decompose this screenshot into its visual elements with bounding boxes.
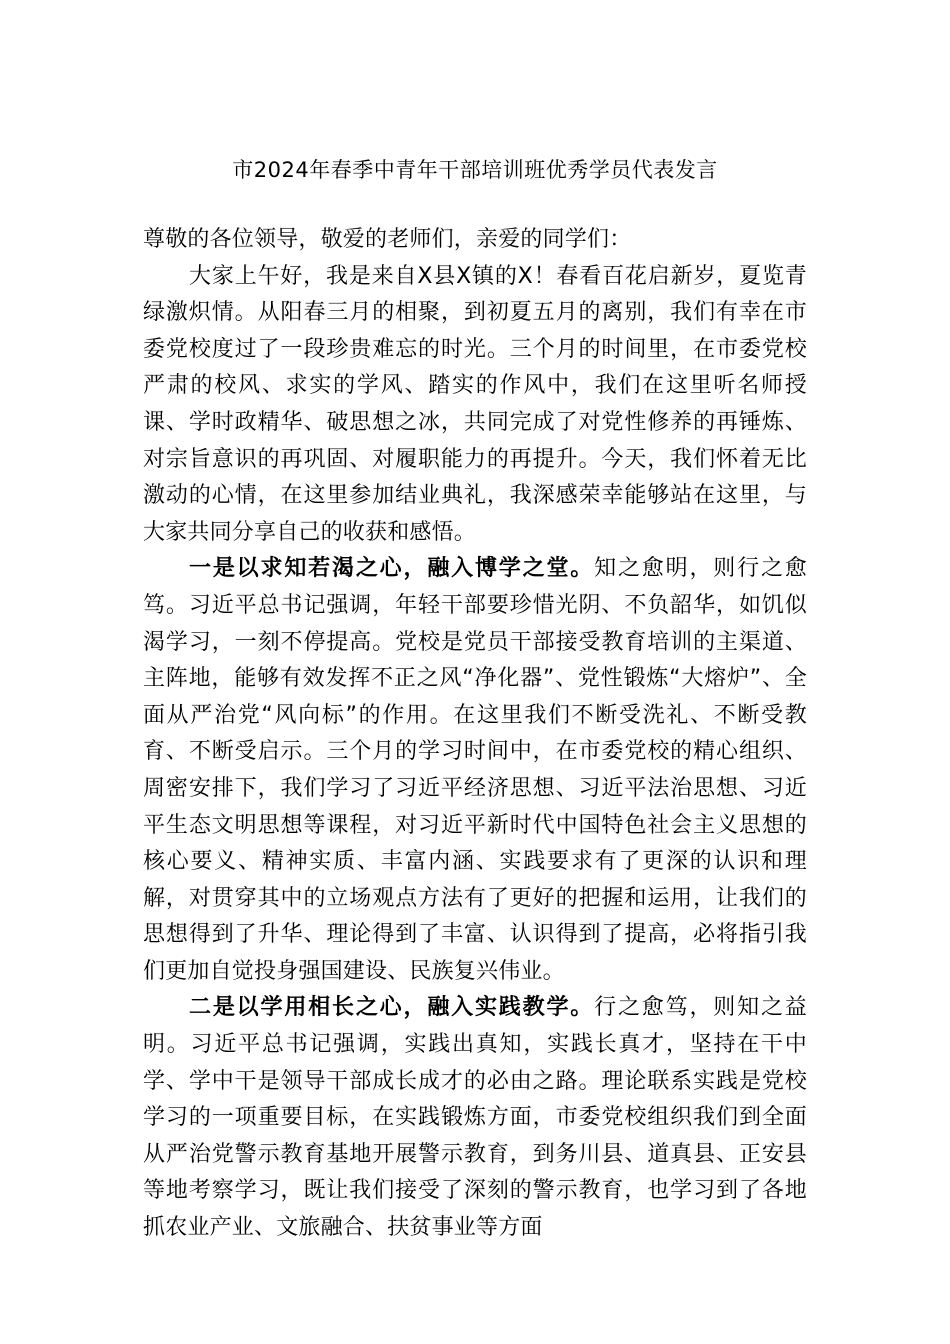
paragraph-2 [143,551,807,990]
paragraph-3 [143,990,807,1246]
paragraph-3-lead: 二是以学用相长之心，融入实践教学。 [189,995,595,1021]
paragraph-2-text: 知之愈明，则行之愈笃。习近平总书记强调，年轻干部要珍惜光阴、不负韶华，如饥似渴学习，一刻不停提高。党校是党员干部接受教育培训的主渠道、主阵地，能够有效发挥不正之风“净化器”、党性锻炼“大熔炉”、全面从严治党“风向标”的作用。在这里我们不断受洗礼、不断受教育、不断受启示。三个月的学习时间中，在市委党校的精心组织、周密安排下，我们学习了习近平经济思想、习近平法治思想、习近平生态文明思想等课程，对习近平新时代中国特色社会主义思想的核心要义、精神实质、丰富内涵、实践要求有了更深的认识和理解，对贯穿其中的立场观点方法有了更好的把握和运用，让我们的思想得到了升华、理论得到了丰富、认识得到了提高，必将指引我们更加自觉投身强国建设、民族复兴伟业。 [143,556,807,984]
salutation: 尊敬的各位领导，敬爱的老师们，亲爱的同学们： [143,227,632,252]
paragraph-2-lead: 一是以求知若渴之心，融入博学之堂。 [189,556,595,582]
paragraph-1 [143,259,807,552]
paragraph-3-text: 行之愈笃，则知之益明。习近平总书记强调，实践出真知，实践长真才，坚持在干中学、学中干是领导干部成长成才的必由之路。理论联系实践是党校学习的一项重要目标，在实践锻炼方面，市委党校组织我们到全面从严治党警示教育基地开展警示教育，到务川县、道真县、正安县等地考察学习，既让我们接受了深刻的警示教育，也学习到了各地抓农业产业、文旅融合、扶贫事业等方面 [143,995,807,1241]
document-title: 市2024年春季中青年干部培训班优秀学员代表发言 [232,158,718,182]
paragraph-1-text: 大家上午好，我是来自X县X镇的X！春看百花启新岁，夏览青绿激炽情。从阳春三月的相聚，到初夏五月的离别，我们有幸在市委党校度过了一段珍贵难忘的时光。三个月的时间里，在市委党校严肃的校风、求实的学风、踏实的作风中，我们在这里听名师授课、学时政精华、破思想之冰，共同完成了对党性修养的再锤炼、对宗旨意识的再巩固、对履职能力的再提升。今天，我们怀着无比激动的心情，在这里参加结业典礼，我深感荣幸能够站在这里，与大家共同分享自己的收获和感悟。 [143,263,807,545]
document-body [143,222,807,1247]
